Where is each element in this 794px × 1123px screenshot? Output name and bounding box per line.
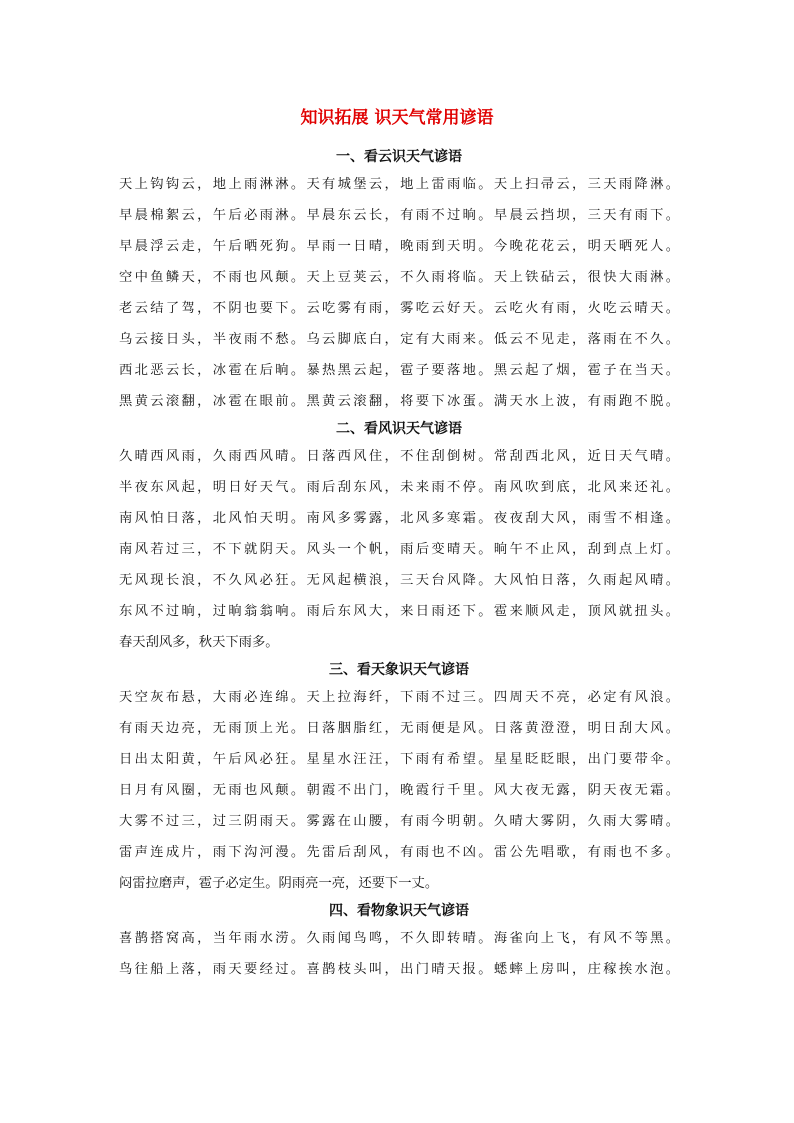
- proverb-line: 老云结了驾，不阴也要下。云吃雾有雨，雾吃云好天。云吃火有雨，火吃云晴天。: [119, 301, 679, 316]
- proverb-line: 空中鱼鳞天，不雨也风颠。天上豆荚云，不久雨将临。天上铁砧云，很快大雨淋。: [119, 270, 679, 285]
- proverb-line: 雷声连成片，雨下沟河漫。先雷后刮风，有雨也不凶。雷公先唱歌，有雨也不多。: [119, 845, 679, 860]
- section-heading: 一、看云识天气谚语: [336, 149, 462, 165]
- proverb-line: 西北恶云长，冰雹在后晌。暴热黑云起，雹子要落地。黑云起了烟，雹子在当天。: [119, 363, 679, 378]
- proverb-line: 大雾不过三，过三阴雨天。雾露在山腰，有雨今明朝。久晴大雾阴，久雨大雾晴。: [119, 814, 679, 829]
- proverb-line: 有雨天边亮，无雨顶上光。日落胭脂红，无雨便是风。日落黄澄澄，明日刮大风。: [119, 721, 679, 736]
- section-proverbs: [119, 682, 679, 899]
- proverb-line: 乌云接日头，半夜雨不愁。乌云脚底白，定有大雨来。低云不见走，落雨在不久。: [119, 332, 679, 347]
- proverb-line: 半夜东风起，明日好天气。雨后刮东风，未来雨不停。南风吹到底，北风来还礼。: [119, 480, 679, 495]
- proverb-line: 南风若过三，不下就阴天。风头一个帆，雨后变晴天。晌午不止风，刮到点上灯。: [119, 542, 679, 557]
- proverb-line: 喜鹊搭窝高，当年雨水涝。久雨闻鸟鸣，不久即转晴。海雀向上飞，有风不等黑。: [119, 931, 679, 946]
- section-proverbs: [119, 441, 679, 658]
- proverb-line: 东风不过晌，过晌翁翁响。雨后东风大，来日雨还下。雹来顺风走，顶风就扭头。: [119, 604, 679, 619]
- proverb-line: 黑黄云滚翻，冰雹在眼前。黑黄云滚翻，将要下冰蛋。满天水上波，有雨跑不脱。: [119, 394, 679, 409]
- section-heading: 二、看风识天气谚语: [336, 421, 462, 437]
- document-body: [119, 145, 679, 985]
- section-heading: 四、看物象识天气谚语: [329, 903, 469, 919]
- document-title: 知识拓展 识天气常用谚语: [300, 108, 494, 128]
- section-heading: 三、看天象识天气谚语: [329, 662, 469, 678]
- proverb-line: 南风怕日落，北风怕天明。南风多雾露，北风多寒霜。夜夜刮大风，雨雪不相逢。: [119, 511, 679, 526]
- proverb-line: 日月有风圈，无雨也风颠。朝霞不出门，晚霞行千里。风大夜无露，阴天夜无霜。: [119, 783, 679, 798]
- proverb-line: 春天刮风多，秋天下雨多。: [119, 635, 279, 650]
- proverb-line: 早晨浮云走，午后晒死狗。早雨一日晴，晚雨到天明。今晚花花云，明天晒死人。: [119, 239, 679, 254]
- proverb-line: 无风现长浪，不久风必狂。无风起横浪，三天台风降。大风怕日落，久雨起风晴。: [119, 573, 679, 588]
- proverb-line: 闷雷拉磨声，雹子必定生。阴雨亮一亮，还要下一丈。: [119, 876, 439, 891]
- section-proverbs: [119, 923, 679, 985]
- proverb-line: 日出太阳黄，午后风必狂。星星水汪汪，下雨有希望。星星眨眨眼，出门要带伞。: [119, 752, 679, 767]
- proverb-line: 天空灰布悬，大雨必连绵。天上拉海纤，下雨不过三。四周天不亮，必定有风浪。: [119, 690, 679, 705]
- proverb-line: 早晨棉絮云，午后必雨淋。早晨东云长，有雨不过晌。早晨云挡坝，三天有雨下。: [119, 208, 679, 223]
- section-proverbs: [119, 169, 679, 417]
- proverb-line: 久晴西风雨，久雨西风晴。日落西风住，不住刮倒树。常刮西北风，近日天气晴。: [119, 449, 679, 464]
- proverb-line: 鸟往船上落，雨天要经过。喜鹊枝头叫，出门晴天报。蟋蟀上房叫，庄稼挨水泡。: [119, 962, 679, 977]
- proverb-line: 天上钩钩云，地上雨淋淋。天有城堡云，地上雷雨临。天上扫帚云，三天雨降淋。: [119, 177, 679, 192]
